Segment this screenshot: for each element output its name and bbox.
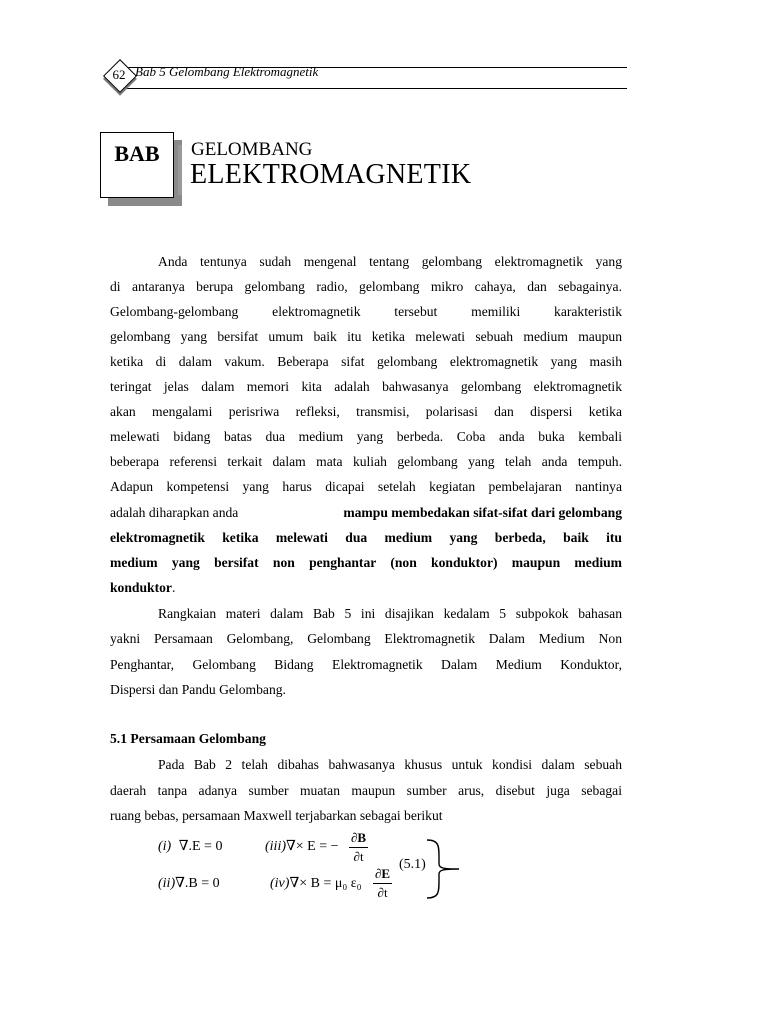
page-number: 62 (112, 67, 126, 82)
eq4-label: (iv) (270, 876, 290, 891)
eq1-label: (i) (158, 839, 172, 854)
para1-line: Anda tentunya sudah mengenal tentang gelombang elektromagnetik yang (158, 254, 622, 269)
para1-last-tail: . (171, 580, 176, 595)
equation-4 (270, 875, 362, 892)
header-rule-bottom (122, 88, 627, 89)
para2-line: Rangkaian materi dalam Bab 5 ini disajikan kedalam 5 subpokok bahasan (158, 606, 622, 621)
equation-1 (158, 838, 222, 855)
eq2-numerator: ∂B (349, 830, 368, 848)
para1-line-plain: adalah diharapkan anda (110, 505, 239, 520)
para1-bold-line: medium yang bersifat non penghantar (non konduktor) maupun medium (110, 555, 622, 570)
equation-brace (425, 838, 465, 900)
para1-line: teringat jelas dalam memori kita adalah bahwasanya gelombang elektromagnetik (110, 379, 622, 394)
para1-line: ketika di dalam vakum. Beberapa sifat gelombang elektromagnetik yang masih (110, 354, 622, 369)
section-line: Pada Bab 2 telah dibahas bahwasanya khusus untuk kondisi dalam sebuah (158, 757, 622, 772)
para1-line-mixed (110, 504, 622, 522)
para1-line: beberapa referensi terkait dalam mata kuliah gelombang yang telah anda tempuh. (110, 454, 622, 469)
eq1-body: ∇.E = 0 (178, 839, 223, 854)
chapter-side-bar (178, 145, 182, 195)
para1-line: gelombang yang bersifat umum baik itu ketika melewati sebuah medium maupun (110, 329, 622, 344)
para1-line: di antaranya berupa gelombang radio, gelombang mikro cahaya, dan sebagainya. (110, 279, 622, 294)
para1-last-line (110, 579, 622, 597)
eq4-body: ∇× B = μ₀ ε₀ (289, 876, 362, 891)
eq4-numerator: ∂E (373, 866, 392, 884)
eq3-label: (ii) (158, 876, 176, 891)
para1-line: akan mengalami perisriwa refleksi, transmisi, polarisasi dan dispersi ketika (110, 404, 622, 419)
eq3-body: ∇.B = 0 (175, 876, 220, 891)
equation-3 (265, 838, 339, 855)
chapter-title-line2: ELEKTROMAGNETIK (190, 159, 472, 190)
para2-line: Penghantar, Gelombang Bidang Elektromagnetik Dalam Medium Konduktor, (110, 657, 622, 672)
eq2-body: ∇× E = − (286, 839, 339, 854)
eq2-denominator: ∂t (353, 849, 364, 864)
para1-line: Gelombang-gelombang elektromagnetik tersebut memiliki karakteristik (110, 304, 622, 319)
section-line: ruang bebas, persamaan Maxwell terjabarkan sebagai berikut (110, 808, 443, 823)
equation-2 (158, 875, 220, 892)
para1-line-bold: mampu membedakan sifat-sifat dari gelombang (343, 505, 622, 520)
para1-bold-line: elektromagnetik ketika melewati dua medium yang berbeda, baik itu (110, 530, 622, 545)
eq4-denominator: ∂t (377, 885, 388, 900)
equation-number: (5.1) (399, 857, 426, 872)
para2-line: Dispersi dan Pandu Gelombang. (110, 682, 286, 697)
chapter-title-line1: GELOMBANG (191, 139, 313, 160)
running-title: Bab 5 Gelombang Elektromagnetik (135, 64, 319, 79)
section-line: daerah tanpa adanya sumber muatan maupun sumber arus, disebut juga sebagai (110, 783, 622, 798)
chapter-label: BAB (114, 141, 160, 166)
para1-line: Adapun kompetensi yang harus dicapai setelah kegiatan pembelajaran nantinya (110, 479, 622, 494)
eq2-label: (iii) (265, 839, 286, 854)
section-heading: 5.1 Persamaan Gelombang (110, 731, 266, 746)
para1-line: melewati bidang batas dua medium yang berbeda. Coba anda buka kembali (110, 429, 622, 444)
eq2-fraction (349, 830, 368, 865)
para1-last-bold: konduktor (110, 580, 172, 595)
chapter-box (100, 132, 174, 198)
eq4-fraction (373, 866, 392, 901)
para2-line: yakni Persamaan Gelombang, Gelombang Elektromagnetik Dalam Medium Non (110, 631, 622, 646)
